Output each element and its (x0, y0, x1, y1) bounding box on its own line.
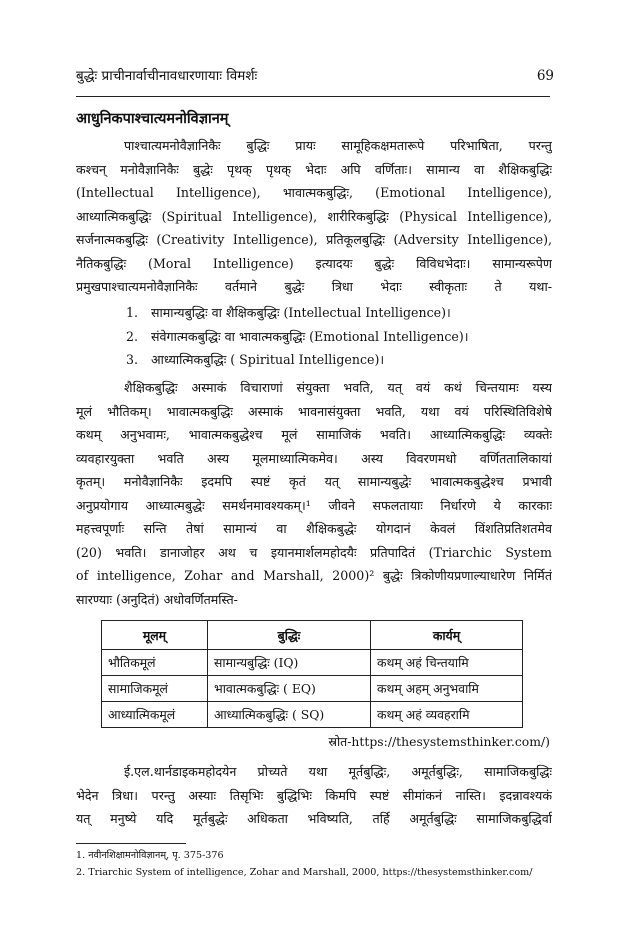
table-header-cell: बुद्धिः (208, 621, 371, 650)
table-cell: भावात्मकबुद्धिः ( EQ) (208, 676, 371, 702)
list-text: संवेगात्मकबुद्धिः वा भावात्मकबुद्धिः (Emotional Intelligence)। (151, 328, 469, 344)
list-number: 2. (126, 328, 139, 344)
paragraph-line: प्रमुखपाश्चात्यमनोवैज्ञानिकैः वर्तमाने बुद्धेः त्रिधा भेदाः स्वीकृताः ते यथा- (76, 279, 552, 294)
table-cell: कथम् अहं चिन्तयामि (370, 650, 522, 676)
table-cell: आध्यात्मिकमूलं (102, 702, 208, 728)
table-cell: सामाजिकमूलं (102, 676, 208, 702)
list-item (126, 325, 469, 349)
paragraph-line: आध्यात्मिकबुद्धिः (Spiritual Intelligence), शारीरिकबुद्धिः (Physical Intelligence), (76, 208, 552, 224)
paragraph-line: यत् मनुष्ये यदि मूर्तबुद्धेः अधिकता भविष्यति, तर्हि अमूर्तबुद्धिः सामाजिकबुद्धिर्वा (76, 811, 552, 826)
paragraph-line: भेदेन त्रिधा। परन्तु अस्याः तिसृभिः बुद्धिभिः किमपि स्पष्टं सीमांकनं नास्ति। इदन्नावश्यकं (76, 787, 552, 803)
paragraph-line: सारण्याः (अनुदितं) अधोवर्णितमस्ति- (76, 591, 238, 607)
paragraph-3 (76, 760, 552, 831)
table-cell: आध्यात्मिकबुद्धिः ( SQ) (208, 702, 371, 728)
paragraph-line: कश्चन् मनोवैज्ञानिकैः बुद्धेः पृथक् पृथक् भेदाः अपि वर्णिताः। सामान्य वा शैक्षिकबुद्धिः (76, 161, 552, 177)
paragraph-line: पाश्चात्यमनोवैज्ञानिकैः बुद्धिः प्रायः सामूहिकक्षमतारूपे परिभाषिता, परन्तु (124, 138, 552, 153)
table-header-cell: कार्यम् (370, 621, 522, 650)
paragraph-line: कथम् अनुभवामः, भावात्मकबुद्धेश्च मूलं सामाजिकं भवति। आध्यात्मिकबुद्धिः व्यक्तेः (76, 427, 552, 442)
list-item (126, 301, 469, 325)
paragraph-line: नैतिकबुद्धिः (Moral Intelligence) इत्यादयः बुद्धेः विविधभेदाः। सामान्यरूपेण (76, 255, 552, 271)
list-text: सामान्यबुद्धिः वा शैक्षिकबुद्धिः (Intellectual Intelligence)। (151, 305, 451, 320)
paragraph-line: शैक्षिकबुद्धिः अस्माकं विचाराणां संयुक्ता भवति, यत् वयं कथं चिन्तयामः यस्य (124, 380, 552, 395)
paragraph-line: of intelligence, Zohar and Marshall, 2000)² बुद्धेः त्रिकोणीयप्रणाल्याधारेण निर्मितं (76, 568, 552, 583)
page-number: 69 (536, 68, 554, 84)
list-number: 3. (126, 352, 139, 367)
paragraph-line: सर्जनात्मकबुद्धिः (Creativity Intelligence), प्रतिकूलबुद्धिः (Adversity Intelligence), (76, 232, 552, 247)
table-cell: भौतिकमूलं (102, 650, 208, 676)
paragraph-1 (76, 134, 552, 299)
list-text: आध्यात्मिकबुद्धिः ( Spiritual Intelligence)। (151, 352, 385, 367)
list-item (126, 348, 469, 372)
footnotes (76, 847, 533, 881)
section-title: आधुनिकपाश्चात्यमनोविज्ञानम् (76, 110, 229, 127)
table-cell: कथम् अहम् अनुभवामि (370, 676, 522, 702)
paragraph-line: मूलं भौतिकम्। भावात्मकबुद्धिः अस्माकं भावनासंयुक्ता भवति, यथा वयं परिस्थितिविशेषे (76, 403, 552, 419)
intelligence-types-list (126, 301, 469, 372)
paragraph-line: महत्त्वपूर्णाः सन्ति तेषां सामान्यं वा शैक्षिकबुद्धेः योगदानं केवलं विंशतिप्रतिशतमेव (76, 521, 552, 536)
header-rule (76, 96, 550, 97)
paragraph-line: (Intellectual Intelligence), भावात्मकबुद्धिः, (Emotional Intelligence), (76, 185, 552, 200)
footnote-1: 1. नवीनशिक्षामनोविज्ञानम्, पृ. 375-376 (76, 850, 224, 861)
paragraph-line: ई.एल.थार्नडाइकमहोदयेन प्रोच्यते यथा मूर्तबुद्धिः, अमूर्तबुद्धिः, सामाजिकबुद्धिः (124, 764, 552, 779)
paragraph-2 (76, 376, 552, 611)
running-title: बुद्धेः प्राचीनार्वाचीनावधारणायाः विमर्शः (76, 68, 258, 84)
footnote-2: 2. Triarchic System of intelligence, Zohar and Marshall, 2000, https://thesystemsthinker.com/ (76, 867, 533, 878)
table-row (102, 650, 523, 676)
running-header (76, 66, 554, 84)
table-header-row (102, 621, 523, 650)
list-number: 1. (126, 305, 139, 320)
footnote-rule (76, 843, 186, 844)
paragraph-line: (20) भवति। डानाजोहर अथ च इयानमार्शलमहोदयैः प्रतिपादितं (Triarchic System (76, 544, 552, 560)
table-cell: सामान्यबुद्धिः (IQ) (208, 650, 371, 676)
paragraph-line: अनुप्रयोगाय आध्यात्मबुद्धेः समर्थनमावश्यकम्।¹ जीवने सफलतायाः निर्धारणे ये कारकाः (76, 497, 552, 513)
table-row (102, 676, 523, 702)
table-source: स्रोत-https://thesystemsthinker.com/) (328, 734, 550, 749)
paragraph-line: कृतम्। मनोवैज्ञानिकैः इदमपि स्पष्टं कृतं यत् सामान्यबुद्धेः भावात्मकबुद्धेश्च प्रभावी (76, 474, 552, 489)
intelligence-table (101, 620, 523, 728)
paragraph-line: व्यवहारयुक्ता भवति अस्य मूलमाध्यात्मिकमेव। अस्य विवरणमधो वर्णिततालिकायां (76, 450, 552, 466)
table-row (102, 702, 523, 728)
table-header-cell: मूलम् (102, 621, 208, 650)
table-cell: कथम् अहं व्यवहरामि (370, 702, 522, 728)
